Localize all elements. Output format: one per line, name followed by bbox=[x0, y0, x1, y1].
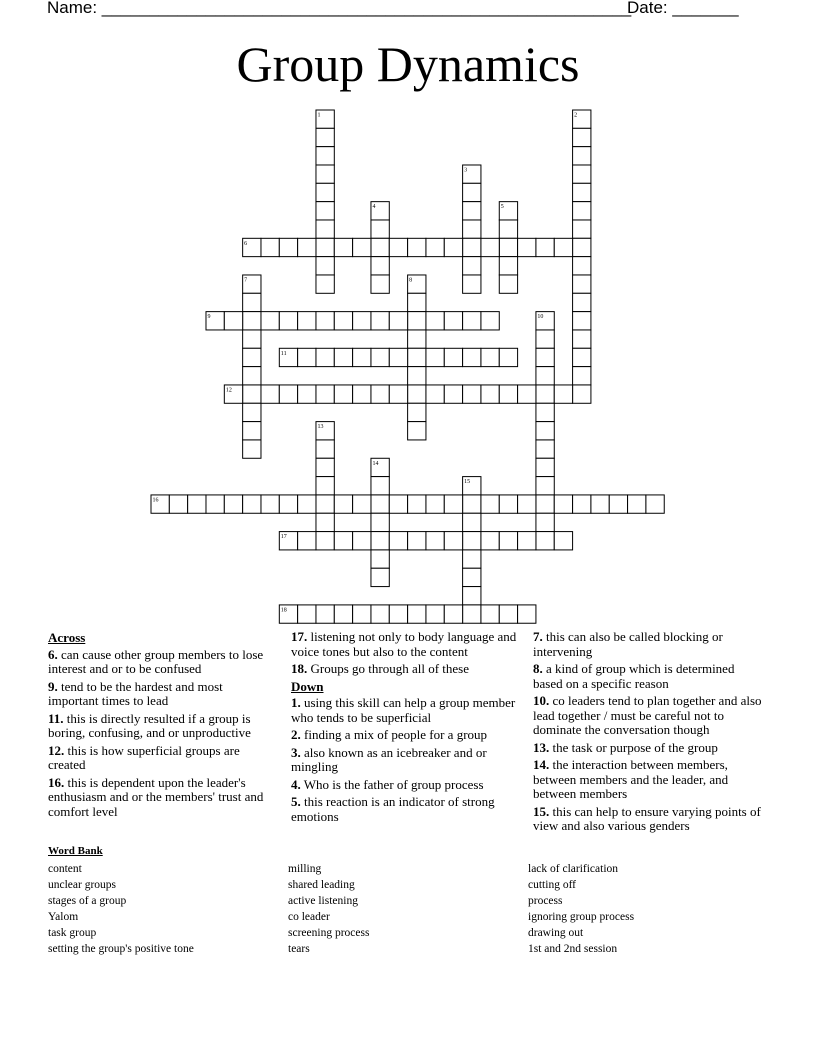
grid-cell[interactable] bbox=[554, 532, 572, 550]
grid-cell[interactable] bbox=[463, 550, 481, 568]
grid-cell[interactable] bbox=[334, 605, 352, 623]
grid-cell[interactable] bbox=[536, 330, 554, 348]
clue-text: the task or purpose of the group bbox=[549, 739, 718, 755]
grid-cell[interactable] bbox=[316, 440, 334, 458]
grid-cell[interactable] bbox=[389, 532, 407, 550]
down-clue bbox=[291, 795, 523, 824]
grid-cell[interactable] bbox=[573, 330, 591, 348]
grid-cell[interactable] bbox=[518, 605, 536, 623]
grid-cell[interactable] bbox=[334, 385, 352, 403]
grid-cell[interactable] bbox=[298, 312, 316, 330]
word-bank-column-1 bbox=[48, 861, 194, 958]
grid-cell[interactable] bbox=[463, 587, 481, 605]
grid-cell[interactable] bbox=[573, 183, 591, 201]
grid-cell[interactable] bbox=[408, 495, 426, 513]
clue-text: this can help to ensure varying points of view and also various genders bbox=[533, 803, 761, 833]
clue-number: 3. bbox=[291, 744, 301, 760]
grid-cell[interactable] bbox=[463, 220, 481, 238]
grid-cell[interactable] bbox=[554, 385, 572, 403]
clue-number-10: 10 bbox=[537, 314, 544, 321]
down-clue bbox=[291, 696, 523, 725]
clue-number-4: 4 bbox=[372, 204, 376, 211]
clue-number-8: 8 bbox=[409, 277, 413, 284]
word-bank-item: setting the group's positive tone bbox=[48, 943, 194, 956]
grid-cell[interactable] bbox=[298, 495, 316, 513]
grid-cell[interactable] bbox=[444, 385, 462, 403]
grid-cell[interactable] bbox=[463, 275, 481, 293]
clue-number: 10. bbox=[533, 693, 550, 708]
word-bank-item: active listening bbox=[288, 895, 358, 908]
grid-cell[interactable] bbox=[389, 348, 407, 366]
grid-cell[interactable] bbox=[481, 495, 499, 513]
grid-cell[interactable] bbox=[371, 513, 389, 531]
grid-cell[interactable] bbox=[499, 385, 517, 403]
clues-column-1 bbox=[48, 630, 273, 822]
grid-cell[interactable] bbox=[316, 385, 334, 403]
word-bank-item: milling bbox=[288, 863, 322, 875]
across-clue bbox=[291, 662, 523, 677]
word-bank-item: task group bbox=[48, 927, 97, 940]
grid-cell[interactable] bbox=[573, 220, 591, 238]
grid-cell[interactable] bbox=[536, 513, 554, 531]
clue-number: 8. bbox=[533, 661, 543, 676]
clue-number-7: 7 bbox=[244, 277, 248, 284]
grid-cell[interactable] bbox=[316, 532, 334, 550]
grid-cell[interactable] bbox=[463, 605, 481, 623]
grid-cell[interactable] bbox=[628, 495, 646, 513]
grid-cell[interactable] bbox=[371, 495, 389, 513]
grid-cell[interactable] bbox=[536, 348, 554, 366]
grid-cell[interactable] bbox=[316, 202, 334, 220]
grid-cell[interactable] bbox=[371, 385, 389, 403]
grid-cell[interactable] bbox=[389, 605, 407, 623]
clue-number: 13. bbox=[533, 739, 550, 755]
grid-cell[interactable] bbox=[444, 532, 462, 550]
across-clue bbox=[48, 744, 273, 773]
grid-cell[interactable] bbox=[481, 605, 499, 623]
grid-cell[interactable] bbox=[334, 495, 352, 513]
across-clue bbox=[48, 776, 273, 820]
clue-number-15: 15 bbox=[464, 479, 471, 486]
grid-cell[interactable] bbox=[646, 495, 664, 513]
grid-cell[interactable] bbox=[353, 348, 371, 366]
grid-cell[interactable] bbox=[316, 238, 334, 256]
grid-cell[interactable] bbox=[444, 348, 462, 366]
down-clue bbox=[533, 662, 765, 691]
across-clue bbox=[48, 680, 273, 709]
grid-cell[interactable] bbox=[573, 385, 591, 403]
grid-cell[interactable] bbox=[316, 220, 334, 238]
grid-cell[interactable] bbox=[426, 312, 444, 330]
grid-cell[interactable] bbox=[353, 605, 371, 623]
word-bank-item: co leader bbox=[288, 911, 330, 924]
grid-cell[interactable] bbox=[353, 312, 371, 330]
clue-text: the interaction between members, between members and the leader, and between members bbox=[533, 757, 729, 801]
grid-cell[interactable] bbox=[573, 367, 591, 385]
clue-number-5: 5 bbox=[500, 204, 504, 211]
grid-cell[interactable] bbox=[499, 275, 517, 293]
grid-cell[interactable] bbox=[261, 385, 279, 403]
grid-cell[interactable] bbox=[573, 165, 591, 183]
clue-text: finding a mix of people for a group bbox=[300, 727, 488, 742]
grid-cell[interactable] bbox=[298, 238, 316, 256]
grid-cell[interactable] bbox=[298, 385, 316, 403]
clue-number: 6. bbox=[48, 646, 58, 662]
grid-cell[interactable] bbox=[371, 532, 389, 550]
grid-cell[interactable] bbox=[408, 367, 426, 385]
across-clue-list bbox=[48, 648, 273, 820]
clue-number: 11. bbox=[48, 710, 64, 726]
clue-number: 14. bbox=[533, 757, 550, 772]
grid-cell[interactable] bbox=[426, 495, 444, 513]
grid-cell[interactable] bbox=[573, 257, 591, 275]
grid-cell[interactable] bbox=[463, 312, 481, 330]
grid-cell[interactable] bbox=[499, 257, 517, 275]
grid-cell[interactable] bbox=[316, 605, 334, 623]
grid-cell[interactable] bbox=[298, 605, 316, 623]
word-bank-item: content bbox=[48, 863, 82, 875]
grid-cell[interactable] bbox=[316, 147, 334, 165]
name-line: Name: ________________________________________________________ bbox=[47, 0, 632, 17]
word-bank-item: process bbox=[528, 895, 563, 908]
grid-cell[interactable] bbox=[298, 348, 316, 366]
grid-cell[interactable] bbox=[499, 220, 517, 238]
clue-number-11: 11 bbox=[280, 350, 287, 357]
across-clue-list-continued bbox=[291, 630, 523, 677]
word-bank-item: ignoring group process bbox=[528, 911, 635, 924]
grid-cell[interactable] bbox=[499, 238, 517, 256]
word-bank-column-3 bbox=[528, 861, 634, 958]
clue-text: tend to be the hardest and most important times to lead bbox=[48, 678, 223, 708]
grid-cell[interactable] bbox=[353, 532, 371, 550]
down-clue bbox=[533, 694, 765, 738]
grid-cell[interactable] bbox=[463, 568, 481, 586]
down-clue bbox=[291, 778, 523, 793]
grid-cell[interactable] bbox=[371, 275, 389, 293]
grid-cell[interactable] bbox=[243, 293, 261, 311]
grid-cell[interactable] bbox=[536, 403, 554, 421]
clue-text: can cause other group members to lose interest and or to be confused bbox=[48, 646, 264, 676]
grid-cell[interactable] bbox=[243, 348, 261, 366]
clue-text: Who is the father of group process bbox=[300, 776, 484, 792]
grid-cell[interactable] bbox=[371, 312, 389, 330]
grid-cell[interactable] bbox=[243, 312, 261, 330]
clue-text: Groups go through all of these bbox=[307, 661, 470, 676]
grid-cell[interactable] bbox=[371, 568, 389, 586]
grid-cell[interactable] bbox=[408, 293, 426, 311]
grid-cell[interactable] bbox=[206, 495, 224, 513]
clue-number: 4. bbox=[291, 776, 301, 792]
grid-cell[interactable] bbox=[353, 495, 371, 513]
grid-cell[interactable] bbox=[243, 403, 261, 421]
grid-cell[interactable] bbox=[499, 532, 517, 550]
clue-number-9: 9 bbox=[207, 314, 211, 321]
clue-number-16: 16 bbox=[152, 497, 159, 504]
grid-cell[interactable] bbox=[463, 202, 481, 220]
grid-cell[interactable] bbox=[371, 257, 389, 275]
grid-cell[interactable] bbox=[481, 348, 499, 366]
grid-cell[interactable] bbox=[536, 440, 554, 458]
grid-cell[interactable] bbox=[334, 312, 352, 330]
clue-text: listening not only to body language and voice tones but also to the content bbox=[291, 629, 517, 659]
grid-cell[interactable] bbox=[444, 238, 462, 256]
down-clue bbox=[533, 741, 765, 756]
clues-column-2 bbox=[291, 630, 523, 827]
clue-number: 1. bbox=[291, 695, 301, 710]
grid-cell[interactable] bbox=[499, 495, 517, 513]
grid-cell[interactable] bbox=[426, 605, 444, 623]
grid-cell[interactable] bbox=[334, 532, 352, 550]
clue-text: this is how superficial groups are created bbox=[48, 742, 240, 772]
grid-cell[interactable] bbox=[463, 183, 481, 201]
grid-cell[interactable] bbox=[243, 422, 261, 440]
grid-cell[interactable] bbox=[353, 385, 371, 403]
word-bank-item: stages of a group bbox=[48, 895, 127, 908]
grid-cell[interactable] bbox=[481, 238, 499, 256]
grid-cell[interactable] bbox=[316, 348, 334, 366]
page-title: Group Dynamics bbox=[236, 36, 580, 92]
grid-cell[interactable] bbox=[316, 477, 334, 495]
grid-cell[interactable] bbox=[408, 403, 426, 421]
grid-cell[interactable] bbox=[334, 238, 352, 256]
grid-cell[interactable] bbox=[518, 532, 536, 550]
grid-cell[interactable] bbox=[573, 147, 591, 165]
grid-cell[interactable] bbox=[536, 238, 554, 256]
clues-column-3 bbox=[533, 630, 765, 837]
grid-cell[interactable] bbox=[444, 312, 462, 330]
clue-number: 12. bbox=[48, 742, 65, 758]
down-clue bbox=[533, 805, 765, 834]
grid-cell[interactable] bbox=[444, 605, 462, 623]
grid-cell[interactable] bbox=[554, 495, 572, 513]
grid-cell[interactable] bbox=[243, 367, 261, 385]
word-bank-heading: Word Bank bbox=[48, 845, 103, 857]
grid-cell[interactable] bbox=[243, 440, 261, 458]
grid-cell[interactable] bbox=[463, 238, 481, 256]
date-line: Date: _______ bbox=[627, 0, 739, 17]
grid-cell[interactable] bbox=[279, 312, 297, 330]
grid-cell[interactable] bbox=[316, 275, 334, 293]
word-bank-item: Yalom bbox=[48, 911, 79, 924]
clue-text: using this skill can help a group member who tends to be superficial bbox=[291, 695, 516, 725]
clue-text: this can also be called blocking or intervening bbox=[533, 629, 723, 659]
grid-cell[interactable] bbox=[408, 422, 426, 440]
across-clue bbox=[48, 648, 273, 677]
clue-text: a kind of group which is determined based on a specific reason bbox=[533, 661, 735, 691]
word-bank-item: shared leading bbox=[288, 879, 355, 892]
grid-cell[interactable] bbox=[536, 495, 554, 513]
grid-cell[interactable] bbox=[408, 312, 426, 330]
grid-cell[interactable] bbox=[353, 238, 371, 256]
down-clue bbox=[291, 728, 523, 743]
grid-cell[interactable] bbox=[243, 385, 261, 403]
grid-cell[interactable] bbox=[463, 495, 481, 513]
grid-cell[interactable] bbox=[536, 532, 554, 550]
grid-cell[interactable] bbox=[518, 495, 536, 513]
across-clue bbox=[291, 630, 523, 659]
grid-cell[interactable] bbox=[481, 385, 499, 403]
grid-cell[interactable] bbox=[573, 128, 591, 146]
grid-cell[interactable] bbox=[609, 495, 627, 513]
clue-number: 17. bbox=[291, 629, 308, 644]
word-bank-item: unclear groups bbox=[48, 879, 117, 892]
grid-cell[interactable] bbox=[536, 477, 554, 495]
grid-cell[interactable] bbox=[389, 495, 407, 513]
clue-number-2: 2 bbox=[574, 112, 578, 119]
clue-number-3: 3 bbox=[464, 167, 468, 174]
word-bank-item: lack of clarification bbox=[528, 863, 619, 875]
clue-number-17: 17 bbox=[280, 534, 287, 541]
clue-number: 5. bbox=[291, 794, 301, 809]
grid-cell[interactable] bbox=[499, 348, 517, 366]
clue-number-14: 14 bbox=[372, 460, 379, 467]
grid-cell[interactable] bbox=[573, 238, 591, 256]
clue-text: this is dependent upon the leader's enthusiasm and or the members' trust and comfort level bbox=[48, 774, 264, 819]
grid-cell[interactable] bbox=[444, 495, 462, 513]
grid-cell[interactable] bbox=[224, 495, 242, 513]
grid-cell[interactable] bbox=[481, 532, 499, 550]
grid-cell[interactable] bbox=[169, 495, 187, 513]
word-bank-item: cutting off bbox=[528, 879, 577, 892]
grid-cell[interactable] bbox=[536, 422, 554, 440]
clue-number: 2. bbox=[291, 727, 301, 742]
grid-cell[interactable] bbox=[261, 495, 279, 513]
clue-number-6: 6 bbox=[244, 240, 248, 247]
grid-cell[interactable] bbox=[316, 183, 334, 201]
grid-cell[interactable] bbox=[573, 202, 591, 220]
down-clue bbox=[533, 630, 765, 659]
grid-cell[interactable] bbox=[316, 312, 334, 330]
grid-cell[interactable] bbox=[389, 238, 407, 256]
grid-cell[interactable] bbox=[279, 385, 297, 403]
grid-cell[interactable] bbox=[408, 385, 426, 403]
grid-cell[interactable] bbox=[536, 458, 554, 476]
grid-cell[interactable] bbox=[463, 532, 481, 550]
clue-number: 9. bbox=[48, 678, 58, 694]
grid-cell[interactable] bbox=[573, 293, 591, 311]
grid-cell[interactable] bbox=[463, 513, 481, 531]
down-clue bbox=[291, 746, 523, 775]
clue-number: 7. bbox=[533, 629, 543, 644]
grid-cell[interactable] bbox=[316, 495, 334, 513]
word-bank-item: tears bbox=[288, 943, 310, 956]
grid-cell[interactable] bbox=[316, 165, 334, 183]
grid-cell[interactable] bbox=[499, 605, 517, 623]
grid-cell[interactable] bbox=[371, 550, 389, 568]
across-heading: Across bbox=[48, 630, 86, 645]
grid-cell[interactable] bbox=[573, 275, 591, 293]
grid-cell[interactable] bbox=[408, 348, 426, 366]
grid-cell[interactable] bbox=[188, 495, 206, 513]
grid-cell[interactable] bbox=[536, 367, 554, 385]
grid-cell[interactable] bbox=[426, 532, 444, 550]
grid-cell[interactable] bbox=[518, 385, 536, 403]
grid-cell[interactable] bbox=[463, 348, 481, 366]
clue-number-13: 13 bbox=[317, 424, 324, 431]
clue-number: 18. bbox=[291, 661, 308, 676]
grid-cell[interactable] bbox=[426, 238, 444, 256]
clue-number: 16. bbox=[48, 774, 65, 790]
grid-cell[interactable] bbox=[518, 238, 536, 256]
grid-cell[interactable] bbox=[573, 495, 591, 513]
clue-text: this reaction is an indicator of strong emotions bbox=[291, 794, 495, 824]
grid-cell[interactable] bbox=[243, 330, 261, 348]
grid-cell[interactable] bbox=[316, 128, 334, 146]
word-bank-column-2 bbox=[288, 861, 369, 958]
grid-cell[interactable] bbox=[389, 312, 407, 330]
grid-cell[interactable] bbox=[591, 495, 609, 513]
clue-number-18: 18 bbox=[280, 607, 287, 614]
across-clue bbox=[48, 712, 273, 741]
clue-number-1: 1 bbox=[317, 112, 321, 119]
grid-cell[interactable] bbox=[316, 257, 334, 275]
grid-cell[interactable] bbox=[426, 385, 444, 403]
grid-cell[interactable] bbox=[408, 238, 426, 256]
down-clue-list bbox=[291, 696, 523, 824]
grid-cell[interactable] bbox=[224, 312, 242, 330]
clue-text: also known as an icebreaker and or mingling bbox=[291, 744, 487, 774]
down-heading: Down bbox=[291, 678, 324, 694]
grid-cell[interactable] bbox=[371, 220, 389, 238]
grid-cell[interactable] bbox=[573, 312, 591, 330]
down-clue bbox=[533, 758, 765, 802]
grid-cell[interactable] bbox=[298, 532, 316, 550]
grid-cell[interactable] bbox=[243, 495, 261, 513]
grid-cell[interactable] bbox=[408, 532, 426, 550]
grid-cell[interactable] bbox=[573, 348, 591, 366]
grid-cell[interactable] bbox=[554, 238, 572, 256]
grid-cell[interactable] bbox=[371, 477, 389, 495]
grid-cell[interactable] bbox=[371, 605, 389, 623]
clue-number-12: 12 bbox=[225, 387, 232, 394]
grid-cell[interactable] bbox=[408, 330, 426, 348]
grid-cell[interactable] bbox=[463, 385, 481, 403]
grid-cell[interactable] bbox=[536, 385, 554, 403]
grid-cell[interactable] bbox=[426, 348, 444, 366]
word-bank-item: 1st and 2nd session bbox=[528, 943, 618, 956]
grid-cell[interactable] bbox=[463, 257, 481, 275]
grid-cell[interactable] bbox=[371, 238, 389, 256]
clue-number: 15. bbox=[533, 803, 550, 819]
down-clue-list-continued bbox=[533, 630, 765, 834]
grid-cell[interactable] bbox=[481, 312, 499, 330]
grid-cell[interactable] bbox=[316, 513, 334, 531]
grid-cell[interactable] bbox=[261, 238, 279, 256]
grid-cell[interactable] bbox=[316, 458, 334, 476]
clue-text: this is directly resulted if a group is boring, confusing, and or unproductive bbox=[48, 710, 251, 740]
clue-text: co leaders tend to plan together and also lead together / must be careful not to dominate the conversation though bbox=[533, 693, 762, 737]
grid-cell[interactable] bbox=[371, 348, 389, 366]
word-bank-item: screening process bbox=[288, 927, 370, 940]
grid-cell[interactable] bbox=[389, 385, 407, 403]
grid-cell[interactable] bbox=[334, 348, 352, 366]
word-bank-item: drawing out bbox=[528, 927, 584, 940]
grid-cell[interactable] bbox=[261, 312, 279, 330]
grid-cell[interactable] bbox=[279, 495, 297, 513]
grid-cell[interactable] bbox=[279, 238, 297, 256]
grid-cell[interactable] bbox=[408, 605, 426, 623]
